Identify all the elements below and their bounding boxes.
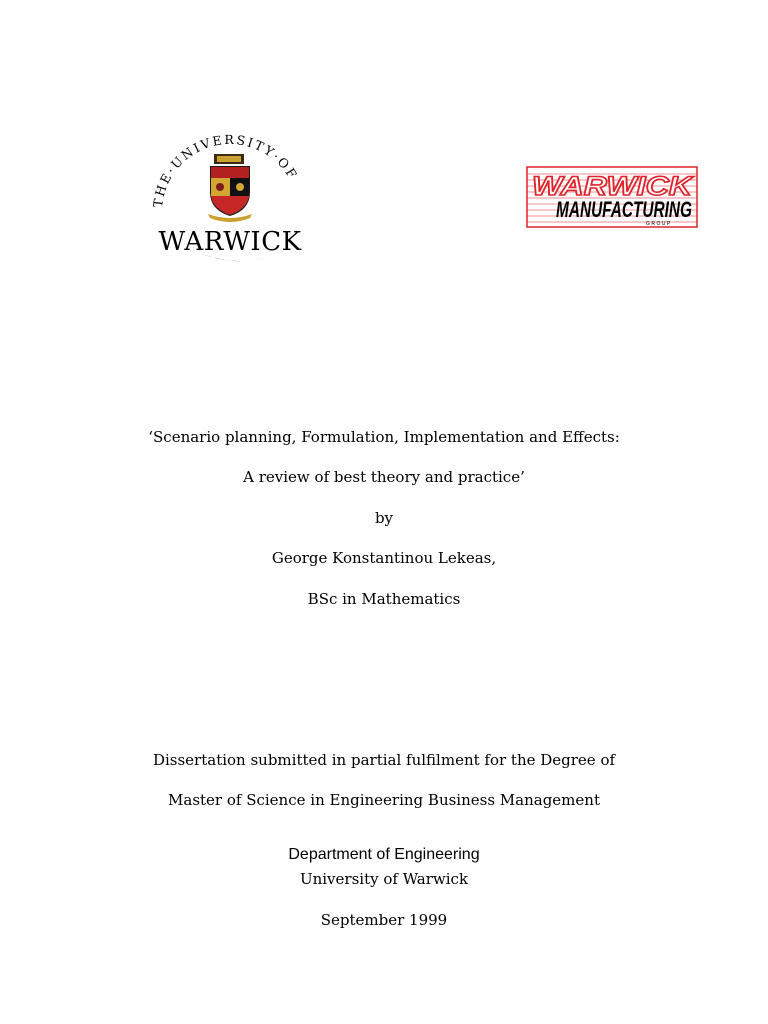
warwick-manufacturing-group-logo [526,166,698,228]
svg-text:MANUFACTURING: MANUFACTURING [556,197,692,222]
svg-text:WARWICK: WARWICK [158,227,302,257]
crest-icon [208,154,252,222]
svg-text:THE·UNIVERSITY·OF: THE·UNIVERSITY·OF [150,131,301,209]
author-degree: BSc in Mathematics [307,590,461,608]
svg-text:GROUP: GROUP [646,221,672,227]
submission-line-1: Dissertation submitted in partial fulfilment for the Degree of [152,751,616,769]
title-line-1: ‘Scenario planning, Formulation, Implementation and Effects: [148,428,620,446]
department: Department of Engineering [288,846,480,863]
submission-date: September 1999 [320,911,448,929]
title-line-2: A review of best theory and practice’ [243,468,525,486]
svg-text:WARWICK: WARWICK [532,171,695,201]
by-label: by [374,509,394,527]
author-name: George Konstantinou Lekeas, [271,549,497,567]
submission-line-2: Master of Science in Engineering Business Management [168,791,600,809]
university-of-warwick-logo [140,130,320,270]
university-name: University of Warwick [299,870,469,888]
